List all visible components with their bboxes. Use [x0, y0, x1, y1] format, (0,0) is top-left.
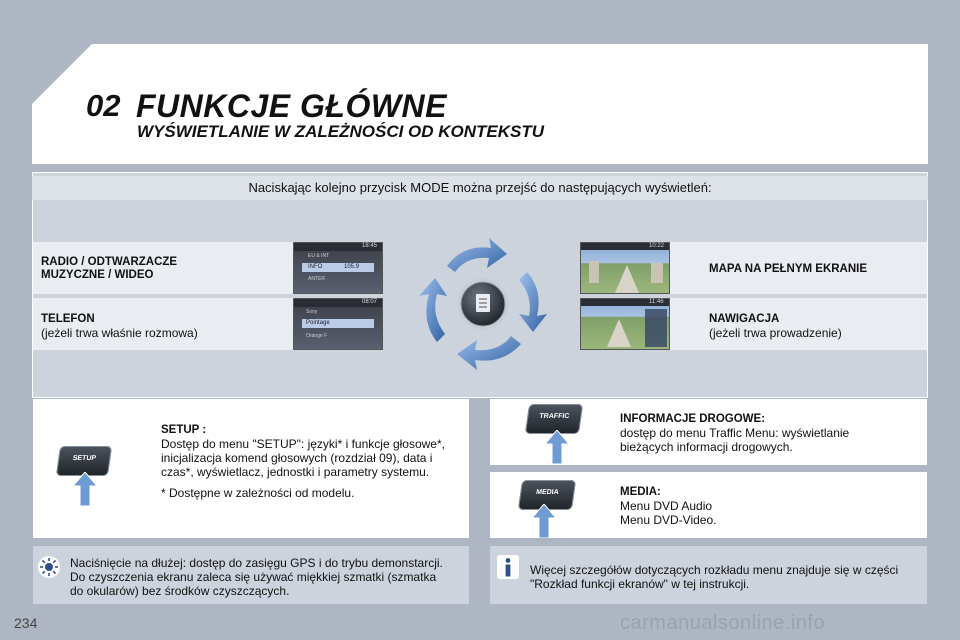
traffic-line1: dostęp do menu Traffic Menu: wyświetlanie [620, 426, 850, 440]
page-subtitle: WYŚWIETLANIE W ZALEŻNOŚCI OD KONTEKSTU [137, 122, 545, 141]
radio-label-2: MUZYCZNE / WIDEO [41, 269, 154, 281]
mode-knob-icon [457, 278, 509, 330]
note-left-line1: Naciśnięcie na dłużej: dostęp do zasięgu GPS i do trybu demonstarcji. [70, 556, 443, 570]
phone-screen-line3: Orange F [306, 333, 328, 339]
nav-screen-time: 11:46 [649, 299, 664, 305]
sun-icon [36, 554, 62, 580]
radio-label-1: RADIO / ODTWARZACZE [41, 256, 178, 268]
nav-note: (jeżeli trwa prowadzenie) [709, 326, 842, 340]
intro-text: Naciskając kolejno przycisk MODE można przejść do następujących wyświetleń: [32, 176, 928, 200]
map-label: MAPA NA PEŁNYM EKRANIE [709, 263, 868, 275]
traffic-button[interactable]: TRAFFIC [525, 404, 583, 434]
setup-title: SETUP : [161, 424, 207, 436]
arrow-bottom-icon [457, 336, 521, 370]
setup-line3: czas*, wyświetlacz, jednostki i parametry systemu. [161, 465, 430, 479]
radio-screen-line2: INFO [308, 264, 323, 270]
nav-screen-thumbnail [580, 298, 670, 350]
arrow-top-icon [447, 238, 507, 272]
setup-button[interactable]: SETUP [56, 446, 112, 476]
phone-screen-line1: Sony [306, 309, 318, 315]
phone-screen-thumbnail [293, 298, 383, 350]
media-line1: Menu DVD Audio [620, 499, 713, 513]
arrow-right-icon [519, 272, 547, 332]
traffic-press-arrow-icon [544, 430, 570, 464]
media-press-arrow-icon [531, 504, 557, 538]
media-title: MEDIA: [620, 486, 661, 498]
setup-press-arrow-icon [72, 472, 98, 506]
phone-note: (jeżeli trwa właśnie rozmowa) [41, 326, 198, 340]
radio-screen-line4: ANTER [308, 276, 325, 282]
radio-screen-thumbnail [293, 242, 383, 294]
phone-label: TELEFON [41, 313, 95, 325]
arrow-left-icon [419, 278, 447, 342]
nav-label: NAWIGACJA [709, 313, 780, 325]
note-left-line2: Do czyszczenia ekranu zaleca się używać miękkiej szmatki (szmatka [70, 570, 437, 584]
info-icon [496, 554, 520, 580]
setup-footnote: * Dostępne w zależności od modelu. [161, 486, 355, 500]
watermark: carmanualsonline.info [620, 612, 826, 634]
phone-screen-time: 08:07 [362, 299, 378, 305]
radio-screen-line3: 105.9 [344, 264, 360, 270]
setup-line2: inicjalizacja komend głosowych (rozdział 09), data i [161, 451, 433, 465]
note-right-line1: Więcej szczegółów dotyczących rozkładu menu znajduje się w części [530, 563, 899, 577]
traffic-line2: bieżących informacji drogowych. [620, 440, 793, 454]
note-left-line3: do okularów) bez środków czyszczących. [70, 584, 290, 598]
radio-screen-time: 18:45 [362, 243, 378, 249]
media-line2: Menu DVD-Video. [620, 513, 717, 527]
traffic-title: INFORMACJE DROGOWE: [620, 413, 766, 425]
mode-cycle-diagram [395, 224, 575, 384]
phone-screen-line2: Pointage [306, 320, 330, 326]
page-number: 234 [14, 615, 38, 631]
note-right-line2: "Rozkład funkcji ekranów" w tej instrukcji. [530, 577, 750, 591]
setup-line1: Dostęp do menu "SETUP": języki* i funkcje głosowe*, [161, 437, 445, 451]
map-screen-time: 10:22 [649, 243, 665, 249]
media-button[interactable]: MEDIA [518, 480, 576, 510]
page-title: FUNKCJE GŁÓWNE [136, 88, 447, 124]
map-screen-thumbnail [580, 242, 670, 294]
radio-screen-line1: EU & INT [308, 253, 330, 259]
chapter-number: 02 [86, 88, 121, 123]
